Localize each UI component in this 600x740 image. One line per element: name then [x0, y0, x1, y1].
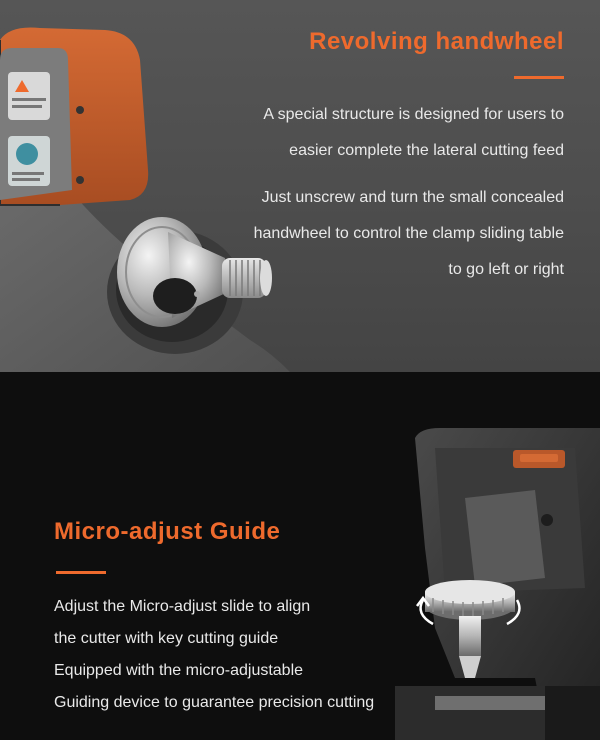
title-accent-line: [56, 571, 106, 574]
feature-text-line: Guiding device to guarantee precision cutting: [54, 694, 375, 711]
feature-text-line: Adjust the Micro-adjust slide to align: [54, 598, 311, 615]
feature-text-line: A special structure is designed for users to: [263, 106, 564, 123]
warning-label-icon: [8, 72, 50, 120]
feature-text-line: to go left or right: [448, 261, 564, 278]
feature-text-line: the cutter with key cutting guide: [54, 630, 279, 647]
feature-text-line: Just unscrew and turn the small concealed: [261, 189, 564, 206]
feature-text-line: easier complete the lateral cutting feed: [289, 142, 564, 159]
feature-text-line: Equipped with the micro-adjustable: [54, 662, 304, 679]
feature-text-line: handwheel to control the clamp sliding table: [253, 225, 564, 242]
micro-adjust-guide-title: Micro-adjust Guide: [54, 518, 281, 545]
title-accent-line: [514, 76, 564, 79]
key-machine-cutter-illustration: [395, 428, 600, 740]
revolving-handwheel-title: Revolving handwheel: [309, 28, 564, 55]
micro-adjust-guide-section: [0, 372, 600, 740]
